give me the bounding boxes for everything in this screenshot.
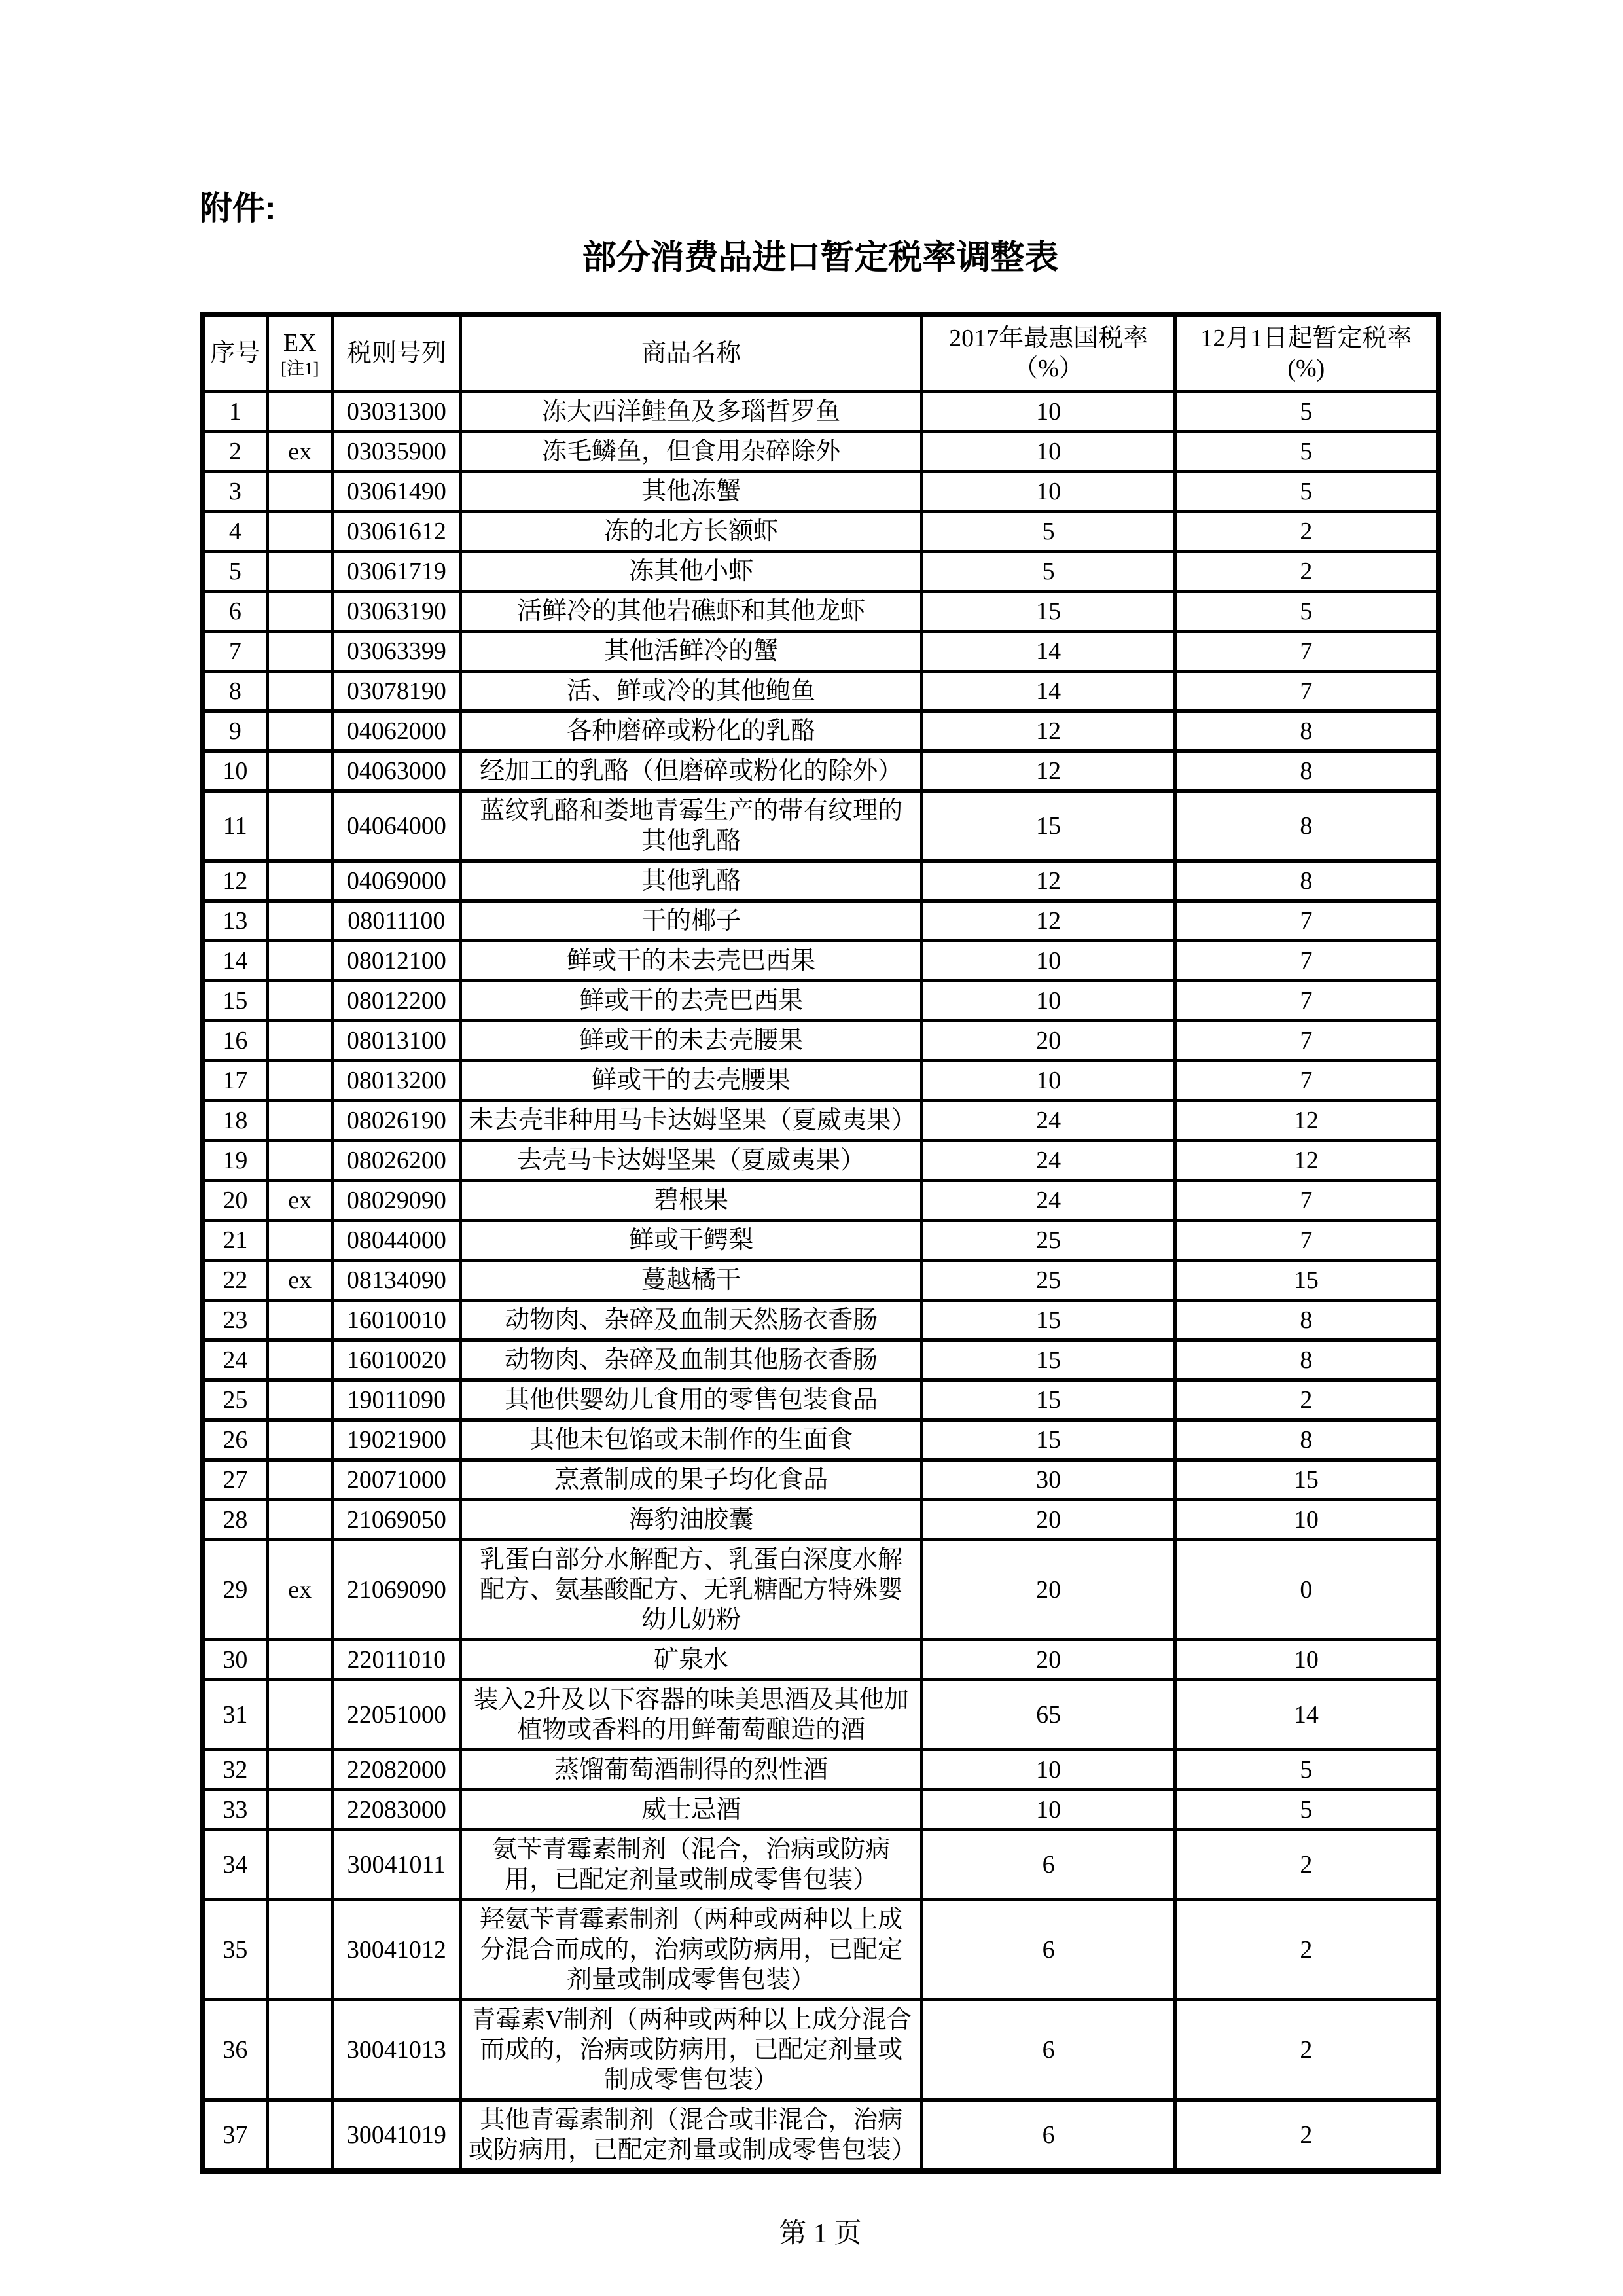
index-cell: 22 — [202, 1261, 267, 1300]
table-row — [202, 981, 1438, 1021]
ex-cell — [267, 1750, 332, 1790]
mfn-rate-cell: 6 — [922, 1830, 1175, 1900]
interim-rate-cell: 2 — [1175, 1380, 1438, 1420]
interim-rate-cell: 8 — [1175, 861, 1438, 901]
ex-cell: ex — [267, 1181, 332, 1221]
attachment-label: 附件: — [200, 190, 276, 226]
mfn-rate-cell: 15 — [922, 1300, 1175, 1340]
interim-rate-cell: 7 — [1175, 901, 1438, 941]
mfn-rate-cell: 12 — [922, 751, 1175, 791]
ex-cell — [267, 672, 332, 711]
table-row — [202, 1061, 1438, 1101]
name-cell: 碧根果 — [460, 1181, 922, 1221]
table-row — [202, 1540, 1438, 1640]
name-cell: 动物肉、杂碎及血制天然肠衣香肠 — [460, 1300, 922, 1340]
code-cell: 08012200 — [332, 981, 460, 1021]
name-cell: 经加工的乳酪（但磨碎或粉化的除外） — [460, 751, 922, 791]
index-cell: 10 — [202, 751, 267, 791]
name-cell: 其他活鲜冷的蟹 — [460, 632, 922, 672]
table-row — [202, 1680, 1438, 1750]
table-row — [202, 1380, 1438, 1420]
name-cell: 活鲜冷的其他岩礁虾和其他龙虾 — [460, 592, 922, 632]
code-cell: 16010010 — [332, 1300, 460, 1340]
name-cell: 威士忌酒 — [460, 1790, 922, 1830]
code-cell: 08026190 — [332, 1101, 460, 1141]
ex-cell — [267, 592, 332, 632]
col-header-mfn-rate — [922, 314, 1175, 392]
table-row — [202, 1340, 1438, 1380]
code-cell: 30041012 — [332, 1900, 460, 2000]
code-cell: 03061719 — [332, 552, 460, 592]
table-row — [202, 472, 1438, 512]
mfn-rate-cell: 6 — [922, 2100, 1175, 2172]
ex-cell — [267, 981, 332, 1021]
index-cell: 27 — [202, 1460, 267, 1500]
interim-rate-cell: 7 — [1175, 941, 1438, 981]
code-cell: 08026200 — [332, 1141, 460, 1181]
code-cell: 20071000 — [332, 1460, 460, 1500]
col-header-interim-rate — [1175, 314, 1438, 392]
mfn-rate-cell: 25 — [922, 1221, 1175, 1261]
ex-cell — [267, 711, 332, 751]
interim-rate-cell: 8 — [1175, 1300, 1438, 1340]
index-cell: 18 — [202, 1101, 267, 1141]
mfn-rate-cell: 65 — [922, 1680, 1175, 1750]
ex-cell — [267, 1061, 332, 1101]
table-row — [202, 751, 1438, 791]
name-cell: 活、鲜或冷的其他鲍鱼 — [460, 672, 922, 711]
table-row — [202, 1181, 1438, 1221]
code-cell: 03078190 — [332, 672, 460, 711]
name-cell: 乳蛋白部分水解配方、乳蛋白深度水解配方、氨基酸配方、无乳糖配方特殊婴幼儿奶粉 — [460, 1540, 922, 1640]
interim-rate-cell: 7 — [1175, 672, 1438, 711]
index-cell: 20 — [202, 1181, 267, 1221]
name-cell: 鲜或干的未去壳巴西果 — [460, 941, 922, 981]
table-row — [202, 901, 1438, 941]
index-cell: 26 — [202, 1420, 267, 1460]
interim-rate-cell: 5 — [1175, 1750, 1438, 1790]
mfn-rate-cell: 10 — [922, 1061, 1175, 1101]
interim-rate-cell: 8 — [1175, 1420, 1438, 1460]
ex-cell — [267, 791, 332, 861]
name-cell: 干的椰子 — [460, 901, 922, 941]
index-cell: 16 — [202, 1021, 267, 1061]
code-cell: 04069000 — [332, 861, 460, 901]
interim-rate-cell: 7 — [1175, 981, 1438, 1021]
col-header-code — [332, 314, 460, 392]
ex-cell — [267, 1460, 332, 1500]
interim-rate-cell: 5 — [1175, 1790, 1438, 1830]
col-header-code-label: 税则号列 — [346, 340, 446, 367]
index-cell: 8 — [202, 672, 267, 711]
mfn-rate-cell: 30 — [922, 1460, 1175, 1500]
index-cell: 2 — [202, 432, 267, 472]
mfn-rate-cell: 10 — [922, 1750, 1175, 1790]
mfn-rate-cell: 15 — [922, 1420, 1175, 1460]
table-row — [202, 941, 1438, 981]
ex-cell — [267, 1420, 332, 1460]
ex-cell — [267, 861, 332, 901]
index-cell: 15 — [202, 981, 267, 1021]
code-cell: 03061612 — [332, 512, 460, 552]
code-cell: 19011090 — [332, 1380, 460, 1420]
index-cell: 9 — [202, 711, 267, 751]
mfn-rate-cell: 12 — [922, 711, 1175, 751]
code-cell: 19021900 — [332, 1420, 460, 1460]
ex-cell — [267, 472, 332, 512]
name-cell: 冻毛鳞鱼，但食用杂碎除外 — [460, 432, 922, 472]
index-cell: 28 — [202, 1500, 267, 1540]
interim-rate-cell: 8 — [1175, 751, 1438, 791]
index-cell: 7 — [202, 632, 267, 672]
code-cell: 21069090 — [332, 1540, 460, 1640]
index-cell: 29 — [202, 1540, 267, 1640]
code-cell: 03063399 — [332, 632, 460, 672]
code-cell: 08012100 — [332, 941, 460, 981]
ex-cell — [267, 1500, 332, 1540]
mfn-rate-cell: 14 — [922, 632, 1175, 672]
name-cell: 去壳马卡达姆坚果（夏威夷果） — [460, 1141, 922, 1181]
code-cell: 03035900 — [332, 432, 460, 472]
ex-cell — [267, 2000, 332, 2100]
table-row — [202, 861, 1438, 901]
name-cell: 鲜或干的去壳腰果 — [460, 1061, 922, 1101]
table-row — [202, 1141, 1438, 1181]
name-cell: 其他冻蟹 — [460, 472, 922, 512]
table-row — [202, 512, 1438, 552]
name-cell: 蔓越橘干 — [460, 1261, 922, 1300]
ex-cell — [267, 512, 332, 552]
col-header-ex — [267, 314, 332, 392]
col-header-name-label: 商品名称 — [641, 340, 741, 367]
index-cell: 13 — [202, 901, 267, 941]
name-cell: 冻的北方长额虾 — [460, 512, 922, 552]
ex-cell — [267, 1221, 332, 1261]
interim-rate-cell: 7 — [1175, 1061, 1438, 1101]
interim-rate-cell: 0 — [1175, 1540, 1438, 1640]
name-cell: 羟氨苄青霉素制剂（两种或两种以上成分混合而成的，治病或防病用，已配定剂量或制成零售包装） — [460, 1900, 922, 2000]
ex-cell — [267, 1790, 332, 1830]
code-cell: 03031300 — [332, 392, 460, 432]
code-cell: 30041019 — [332, 2100, 460, 2172]
index-cell: 37 — [202, 2100, 267, 2172]
interim-rate-cell: 2 — [1175, 1900, 1438, 2000]
table-row — [202, 592, 1438, 632]
page-footer: 第 1 页 — [779, 2219, 862, 2249]
interim-rate-cell: 5 — [1175, 592, 1438, 632]
interim-rate-cell: 5 — [1175, 472, 1438, 512]
index-cell: 4 — [202, 512, 267, 552]
interim-rate-cell: 12 — [1175, 1101, 1438, 1141]
ex-cell: ex — [267, 1261, 332, 1300]
interim-rate-cell: 8 — [1175, 1340, 1438, 1380]
ex-cell — [267, 901, 332, 941]
table-row — [202, 1261, 1438, 1300]
mfn-rate-cell: 6 — [922, 1900, 1175, 2000]
ex-cell — [267, 552, 332, 592]
index-cell: 5 — [202, 552, 267, 592]
tariff-table — [200, 312, 1441, 2174]
ex-cell — [267, 1101, 332, 1141]
mfn-rate-cell: 25 — [922, 1261, 1175, 1300]
table-row — [202, 1500, 1438, 1540]
table-row — [202, 1021, 1438, 1061]
interim-rate-cell: 7 — [1175, 632, 1438, 672]
ex-cell — [267, 2100, 332, 2172]
mfn-rate-cell: 12 — [922, 861, 1175, 901]
index-cell: 31 — [202, 1680, 267, 1750]
ex-cell — [267, 1380, 332, 1420]
name-cell: 装入2升及以下容器的味美思酒及其他加植物或香料的用鲜葡萄酿造的酒 — [460, 1680, 922, 1750]
name-cell: 其他乳酪 — [460, 861, 922, 901]
table-row — [202, 711, 1438, 751]
name-cell: 青霉素V制剂（两种或两种以上成分混合而成的，治病或防病用，已配定剂量或制成零售包装） — [460, 2000, 922, 2100]
index-cell: 11 — [202, 791, 267, 861]
table-row — [202, 1830, 1438, 1900]
code-cell: 08013100 — [332, 1021, 460, 1061]
name-cell: 海豹油胶囊 — [460, 1500, 922, 1540]
table-row — [202, 1900, 1438, 2000]
mfn-rate-cell: 15 — [922, 1380, 1175, 1420]
index-cell: 32 — [202, 1750, 267, 1790]
table-row — [202, 1300, 1438, 1340]
mfn-rate-cell: 5 — [922, 512, 1175, 552]
index-cell: 19 — [202, 1141, 267, 1181]
table-row — [202, 1640, 1438, 1680]
mfn-rate-cell: 14 — [922, 672, 1175, 711]
ex-cell — [267, 1340, 332, 1380]
ex-cell — [267, 1021, 332, 1061]
code-cell: 30041011 — [332, 1830, 460, 1900]
interim-rate-cell: 2 — [1175, 2000, 1438, 2100]
name-cell: 蓝纹乳酪和娄地青霉生产的带有纹理的其他乳酪 — [460, 791, 922, 861]
code-cell: 22051000 — [332, 1680, 460, 1750]
table-row — [202, 552, 1438, 592]
interim-rate-cell: 10 — [1175, 1500, 1438, 1540]
code-cell: 08013200 — [332, 1061, 460, 1101]
ex-cell — [267, 751, 332, 791]
ex-cell — [267, 632, 332, 672]
col-header-name — [460, 314, 922, 392]
table-row — [202, 1790, 1438, 1830]
code-cell: 04063000 — [332, 751, 460, 791]
index-cell: 36 — [202, 2000, 267, 2100]
name-cell: 烹煮制成的果子均化食品 — [460, 1460, 922, 1500]
index-cell: 24 — [202, 1340, 267, 1380]
index-cell: 12 — [202, 861, 267, 901]
ex-cell — [267, 1300, 332, 1340]
name-cell: 蒸馏葡萄酒制得的烈性酒 — [460, 1750, 922, 1790]
interim-rate-cell: 2 — [1175, 2100, 1438, 2172]
code-cell: 08029090 — [332, 1181, 460, 1221]
interim-rate-cell: 5 — [1175, 392, 1438, 432]
code-cell: 04062000 — [332, 711, 460, 751]
interim-rate-cell: 14 — [1175, 1680, 1438, 1750]
table-row — [202, 791, 1438, 861]
index-cell: 35 — [202, 1900, 267, 2000]
mfn-rate-cell: 10 — [922, 981, 1175, 1021]
interim-rate-cell: 7 — [1175, 1181, 1438, 1221]
col-header-interim-rate-unit: (%) — [1287, 355, 1325, 382]
index-cell: 23 — [202, 1300, 267, 1340]
name-cell: 各种磨碎或粉化的乳酪 — [460, 711, 922, 751]
mfn-rate-cell: 20 — [922, 1500, 1175, 1540]
table-row — [202, 1460, 1438, 1500]
table-row — [202, 1221, 1438, 1261]
mfn-rate-cell: 20 — [922, 1640, 1175, 1680]
index-cell: 3 — [202, 472, 267, 512]
ex-cell — [267, 1680, 332, 1750]
index-cell: 17 — [202, 1061, 267, 1101]
index-cell: 6 — [202, 592, 267, 632]
name-cell: 鲜或干的去壳巴西果 — [460, 981, 922, 1021]
mfn-rate-cell: 6 — [922, 2000, 1175, 2100]
code-cell: 03063190 — [332, 592, 460, 632]
code-cell: 08134090 — [332, 1261, 460, 1300]
table-row — [202, 1750, 1438, 1790]
code-cell: 22083000 — [332, 1790, 460, 1830]
page-title: 部分消费品进口暂定税率调整表 — [582, 239, 1059, 277]
mfn-rate-cell: 10 — [922, 941, 1175, 981]
mfn-rate-cell: 24 — [922, 1101, 1175, 1141]
code-cell: 04064000 — [332, 791, 460, 861]
col-header-index — [202, 314, 267, 392]
code-cell: 21069050 — [332, 1500, 460, 1540]
table-row — [202, 1420, 1438, 1460]
interim-rate-cell: 5 — [1175, 432, 1438, 472]
code-cell: 03061490 — [332, 472, 460, 512]
mfn-rate-cell: 20 — [922, 1021, 1175, 1061]
code-cell: 16010020 — [332, 1340, 460, 1380]
name-cell: 动物肉、杂碎及血制其他肠衣香肠 — [460, 1340, 922, 1380]
interim-rate-cell: 2 — [1175, 552, 1438, 592]
table-header-row — [202, 314, 1438, 392]
table-row — [202, 432, 1438, 472]
name-cell: 冻大西洋鲑鱼及多瑙哲罗鱼 — [460, 392, 922, 432]
code-cell: 08044000 — [332, 1221, 460, 1261]
table-row — [202, 1101, 1438, 1141]
mfn-rate-cell: 24 — [922, 1181, 1175, 1221]
table-row — [202, 632, 1438, 672]
mfn-rate-cell: 10 — [922, 1790, 1175, 1830]
name-cell: 其他未包馅或未制作的生面食 — [460, 1420, 922, 1460]
name-cell: 其他供婴幼儿食用的零售包装食品 — [460, 1380, 922, 1420]
col-header-ex-label: EX — [283, 329, 317, 357]
ex-cell — [267, 1830, 332, 1900]
interim-rate-cell: 7 — [1175, 1021, 1438, 1061]
interim-rate-cell: 15 — [1175, 1460, 1438, 1500]
mfn-rate-cell: 24 — [922, 1141, 1175, 1181]
interim-rate-cell: 2 — [1175, 512, 1438, 552]
ex-cell — [267, 1141, 332, 1181]
index-cell: 34 — [202, 1830, 267, 1900]
interim-rate-cell: 10 — [1175, 1640, 1438, 1680]
name-cell: 氨苄青霉素制剂（混合，治病或防病用，已配定剂量或制成零售包装） — [460, 1830, 922, 1900]
col-header-index-label: 序号 — [210, 340, 260, 367]
name-cell: 鲜或干的未去壳腰果 — [460, 1021, 922, 1061]
name-cell: 鲜或干鳄梨 — [460, 1221, 922, 1261]
code-cell: 22082000 — [332, 1750, 460, 1790]
name-cell: 矿泉水 — [460, 1640, 922, 1680]
mfn-rate-cell: 12 — [922, 901, 1175, 941]
index-cell: 33 — [202, 1790, 267, 1830]
table-row — [202, 392, 1438, 432]
name-cell: 其他青霉素制剂（混合或非混合，治病或防病用，已配定剂量或制成零售包装） — [460, 2100, 922, 2172]
mfn-rate-cell: 15 — [922, 1340, 1175, 1380]
mfn-rate-cell: 10 — [922, 392, 1175, 432]
interim-rate-cell: 15 — [1175, 1261, 1438, 1300]
index-cell: 14 — [202, 941, 267, 981]
mfn-rate-cell: 15 — [922, 791, 1175, 861]
table-row — [202, 2000, 1438, 2100]
col-header-mfn-rate-label: 2017年最惠国税率 — [949, 325, 1149, 352]
name-cell: 冻其他小虾 — [460, 552, 922, 592]
code-cell: 30041013 — [332, 2000, 460, 2100]
index-cell: 1 — [202, 392, 267, 432]
code-cell: 22011010 — [332, 1640, 460, 1680]
ex-cell: ex — [267, 432, 332, 472]
code-cell: 08011100 — [332, 901, 460, 941]
ex-cell — [267, 392, 332, 432]
mfn-rate-cell: 5 — [922, 552, 1175, 592]
col-header-ex-note: [注1] — [280, 359, 319, 378]
interim-rate-cell: 7 — [1175, 1221, 1438, 1261]
col-header-mfn-rate-unit: （%） — [1013, 355, 1084, 382]
mfn-rate-cell: 10 — [922, 472, 1175, 512]
tariff-table-body — [202, 392, 1438, 2172]
ex-cell — [267, 941, 332, 981]
ex-cell: ex — [267, 1540, 332, 1640]
mfn-rate-cell: 20 — [922, 1540, 1175, 1640]
index-cell: 25 — [202, 1380, 267, 1420]
index-cell: 30 — [202, 1640, 267, 1680]
interim-rate-cell: 2 — [1175, 1830, 1438, 1900]
mfn-rate-cell: 10 — [922, 432, 1175, 472]
ex-cell — [267, 1900, 332, 2000]
index-cell: 21 — [202, 1221, 267, 1261]
interim-rate-cell: 12 — [1175, 1141, 1438, 1181]
col-header-interim-rate-label: 12月1日起暂定税率 — [1200, 325, 1412, 352]
name-cell: 未去壳非种用马卡达姆坚果（夏威夷果） — [460, 1101, 922, 1141]
interim-rate-cell: 8 — [1175, 791, 1438, 861]
table-row — [202, 2100, 1438, 2172]
ex-cell — [267, 1640, 332, 1680]
table-row — [202, 672, 1438, 711]
mfn-rate-cell: 15 — [922, 592, 1175, 632]
interim-rate-cell: 8 — [1175, 711, 1438, 751]
